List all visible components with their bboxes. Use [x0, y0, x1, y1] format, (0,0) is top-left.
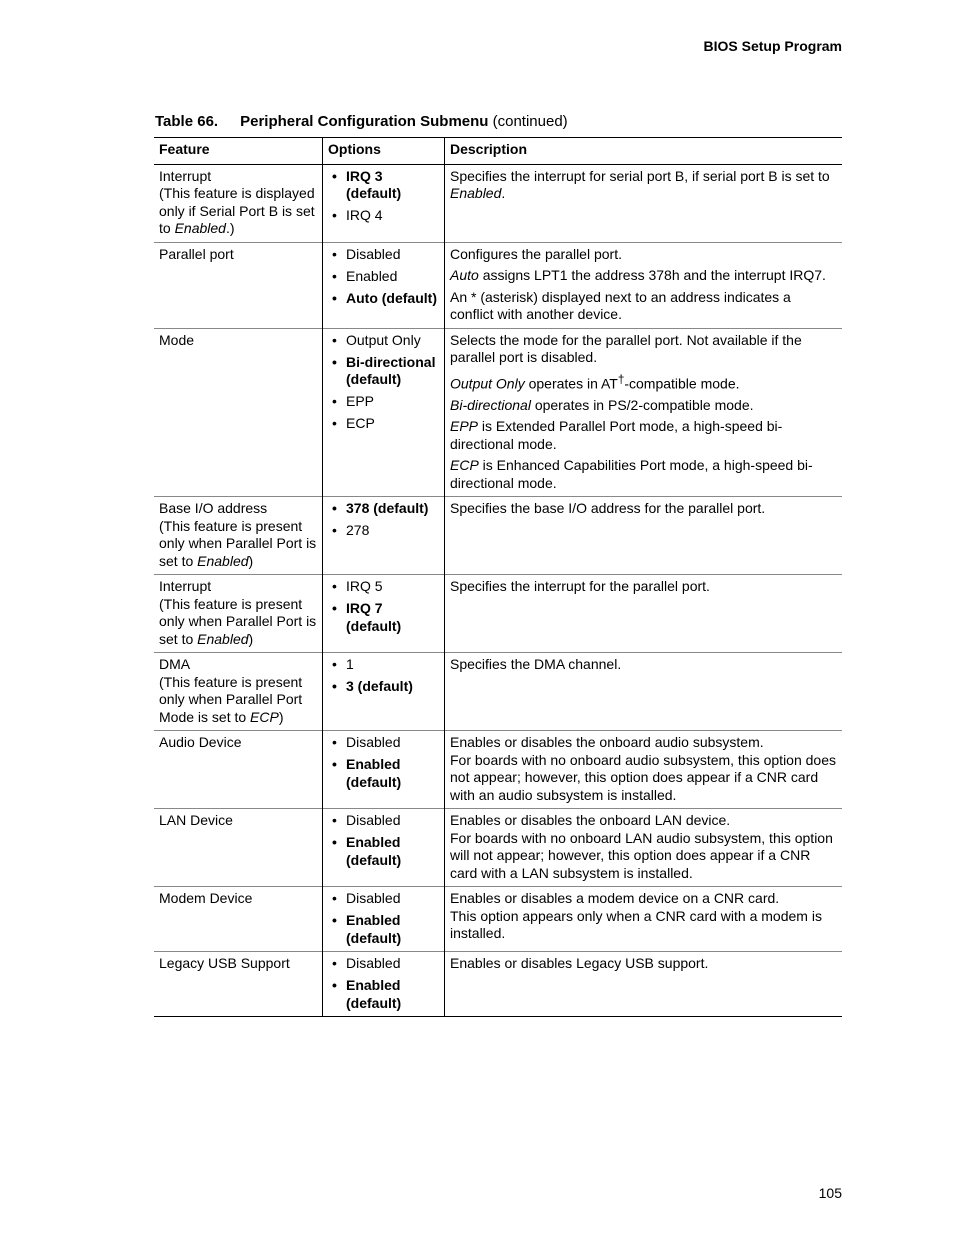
table-row — [154, 887, 842, 952]
table-row — [154, 809, 842, 887]
description-paragraph — [450, 734, 837, 752]
options-list — [328, 955, 439, 1012]
options-list — [328, 246, 439, 308]
running-head: BIOS Setup Program — [703, 38, 842, 54]
feature-cell — [154, 731, 323, 809]
feature-text: Modem Device — [159, 890, 253, 907]
description-cell — [445, 575, 843, 653]
options-cell — [323, 731, 445, 809]
description-paragraph — [450, 830, 837, 883]
options-list — [328, 578, 439, 635]
text-run: An * (asterisk) displayed next to an address indicates a conflict with another device. — [450, 288, 791, 322]
options-list — [328, 656, 439, 696]
text-run: Enabled — [450, 185, 502, 201]
options-cell — [323, 575, 445, 653]
text-run: operates in AT — [524, 375, 618, 392]
feature-text: (This feature is displayed only if Serial Port B is set to — [159, 185, 315, 236]
description-paragraph — [450, 752, 837, 805]
table-row — [154, 952, 842, 1017]
feature-text: Base I/O address — [159, 500, 268, 517]
text-run: assigns LPT1 the address 378h and the interrupt IRQ7. — [478, 267, 826, 283]
options-list — [328, 500, 439, 540]
table-header-row — [154, 138, 842, 165]
description-paragraph — [450, 457, 837, 492]
description-paragraph — [450, 168, 837, 203]
options-list — [328, 734, 439, 791]
text-run: Bi-directional — [450, 396, 531, 413]
feature-text: Enabled — [197, 552, 249, 569]
description-paragraph — [450, 955, 837, 973]
text-run: Output Only — [450, 375, 525, 392]
feature-text: Audio Device — [159, 734, 242, 751]
option-item: • Output Only — [328, 332, 439, 350]
option-item: • IRQ 7 (default) — [328, 600, 439, 635]
text-run: Enables or disables Legacy USB support. — [450, 955, 709, 972]
text-run: Specifies the interrupt for serial port B, if serial port B is set to — [450, 167, 830, 184]
description-paragraph — [450, 890, 837, 908]
text-run: Auto — [450, 267, 479, 283]
options-cell — [323, 653, 445, 731]
feature-cell — [154, 575, 323, 653]
option-item: • Disabled — [328, 246, 439, 264]
text-run: Configures the parallel port. — [450, 245, 622, 262]
text-run: Enables or disables the onboard audio subsystem. — [450, 734, 764, 751]
option-item: • Enabled — [328, 268, 439, 286]
table-row — [154, 328, 842, 497]
text-run: For boards with no onboard LAN audio subsystem, this option will not appear; however, this option does appear if a CNR card with a LAN subsystem is installed. — [450, 829, 833, 881]
table-row — [154, 497, 842, 575]
option-item: • IRQ 4 — [328, 207, 439, 225]
feature-text: Interrupt — [159, 167, 212, 184]
options-cell — [323, 164, 445, 242]
description-paragraph — [450, 332, 837, 367]
description-paragraph — [450, 578, 837, 596]
table-caption — [155, 113, 568, 130]
feature-text: Enabled — [197, 630, 249, 647]
description-paragraph — [450, 656, 837, 674]
options-cell — [323, 497, 445, 575]
column-header-feature: Feature — [159, 141, 210, 157]
description-cell — [445, 164, 843, 242]
description-paragraph — [450, 812, 837, 830]
peripheral-config-table — [154, 137, 842, 1017]
text-run: For boards with no onboard audio subsystem, this option does not appear; however, this option does appear if a CNR card with an audio subsystem is installed. — [450, 751, 837, 803]
text-run: is Extended Parallel Port mode, a high-speed bi-directional mode. — [450, 418, 783, 452]
description-paragraph — [450, 371, 837, 393]
options-cell — [323, 328, 445, 497]
option-item: • Disabled — [328, 812, 439, 830]
feature-cell — [154, 328, 323, 497]
options-list — [328, 890, 439, 947]
text-run: Specifies the interrupt for the parallel port. — [450, 578, 710, 595]
table-row — [154, 242, 842, 328]
description-paragraph — [450, 267, 837, 285]
text-run: † — [617, 372, 625, 386]
text-run: Specifies the DMA channel. — [450, 656, 622, 673]
option-item: • EPP — [328, 393, 439, 411]
text-run: EPP — [450, 418, 479, 435]
feature-cell — [154, 887, 323, 952]
text-run: Specifies the base I/O address for the parallel port. — [450, 500, 766, 517]
feature-text: (This feature is present only when Parallel Port is set to — [159, 595, 317, 647]
feature-cell — [154, 809, 323, 887]
option-item: • Disabled — [328, 955, 439, 973]
feature-text: ) — [248, 630, 254, 647]
feature-text: (This feature is present only when Parallel Port is set to — [159, 517, 317, 569]
table-title: Peripheral Configuration Submenu — [240, 113, 489, 130]
description-paragraph — [450, 418, 837, 453]
option-item: • Disabled — [328, 734, 439, 752]
description-paragraph — [450, 289, 837, 324]
table-continued-label: (continued) — [492, 113, 568, 130]
table-row — [154, 575, 842, 653]
feature-text: ) — [248, 552, 254, 569]
description-cell — [445, 653, 843, 731]
options-cell — [323, 952, 445, 1017]
feature-text: Enabled — [174, 220, 226, 236]
description-paragraph — [450, 500, 837, 518]
table-body — [154, 164, 842, 1017]
text-run: Enables or disables the onboard LAN device. — [450, 812, 731, 829]
description-cell — [445, 497, 843, 575]
description-paragraph — [450, 246, 837, 264]
feature-cell — [154, 164, 323, 242]
options-cell — [323, 242, 445, 328]
feature-cell — [154, 653, 323, 731]
option-item: • IRQ 3 (default) — [328, 168, 439, 203]
options-cell — [323, 887, 445, 952]
feature-text: ) — [278, 708, 284, 725]
option-item: • Enabled (default) — [328, 912, 439, 947]
option-item: • 3 (default) — [328, 678, 439, 696]
feature-text: LAN Device — [159, 812, 233, 829]
options-list — [328, 168, 439, 225]
feature-text: .) — [225, 220, 235, 236]
feature-cell — [154, 497, 323, 575]
feature-text: Mode — [159, 331, 195, 348]
option-item: • Disabled — [328, 890, 439, 908]
text-run: Selects the mode for the parallel port. Not available if the parallel port is disabled. — [450, 331, 802, 365]
description-cell — [445, 242, 843, 328]
table-number: Table 66. — [155, 113, 219, 130]
text-run: ECP — [450, 457, 479, 474]
option-item: • Bi-directional (default) — [328, 354, 439, 389]
option-item: • 278 — [328, 522, 439, 540]
feature-cell — [154, 242, 323, 328]
option-item: • Enabled (default) — [328, 756, 439, 791]
feature-text: ECP — [250, 708, 279, 725]
description-cell — [445, 887, 843, 952]
feature-cell — [154, 952, 323, 1017]
text-run: operates in PS/2-compatible mode. — [530, 396, 754, 413]
feature-text: Legacy USB Support — [159, 955, 290, 972]
text-run: -compatible mode. — [624, 375, 740, 392]
option-item: • 378 (default) — [328, 500, 439, 518]
description-cell — [445, 952, 843, 1017]
feature-text: DMA — [159, 656, 191, 673]
description-cell — [445, 328, 843, 497]
table-row — [154, 164, 842, 242]
options-list — [328, 812, 439, 869]
description-cell — [445, 809, 843, 887]
feature-text: Interrupt — [159, 578, 212, 595]
text-run: Enables or disables a modem device on a CNR card. — [450, 890, 780, 907]
option-item: • IRQ 5 — [328, 578, 439, 596]
table-row — [154, 653, 842, 731]
options-cell — [323, 809, 445, 887]
text-run: is Enhanced Capabilities Port mode, a high-speed bi-directional mode. — [450, 457, 813, 491]
feature-text: (This feature is present only when Parallel Port Mode is set to — [159, 673, 303, 725]
option-item: • 1 — [328, 656, 439, 674]
text-run: . — [501, 185, 506, 201]
option-item: • Auto (default) — [328, 290, 439, 308]
text-run: This option appears only when a CNR card with a modem is installed. — [450, 907, 822, 942]
page-number: 105 — [818, 1185, 842, 1201]
option-item: • ECP — [328, 415, 439, 433]
column-header-options: Options — [323, 138, 445, 165]
option-item: • Enabled (default) — [328, 834, 439, 869]
table-row — [154, 731, 842, 809]
description-paragraph — [450, 397, 837, 415]
description-paragraph — [450, 908, 837, 943]
option-item: • Enabled (default) — [328, 977, 439, 1012]
options-list — [328, 332, 439, 433]
column-header-description: Description — [445, 138, 843, 165]
feature-text: Parallel port — [159, 245, 234, 262]
description-cell — [445, 731, 843, 809]
